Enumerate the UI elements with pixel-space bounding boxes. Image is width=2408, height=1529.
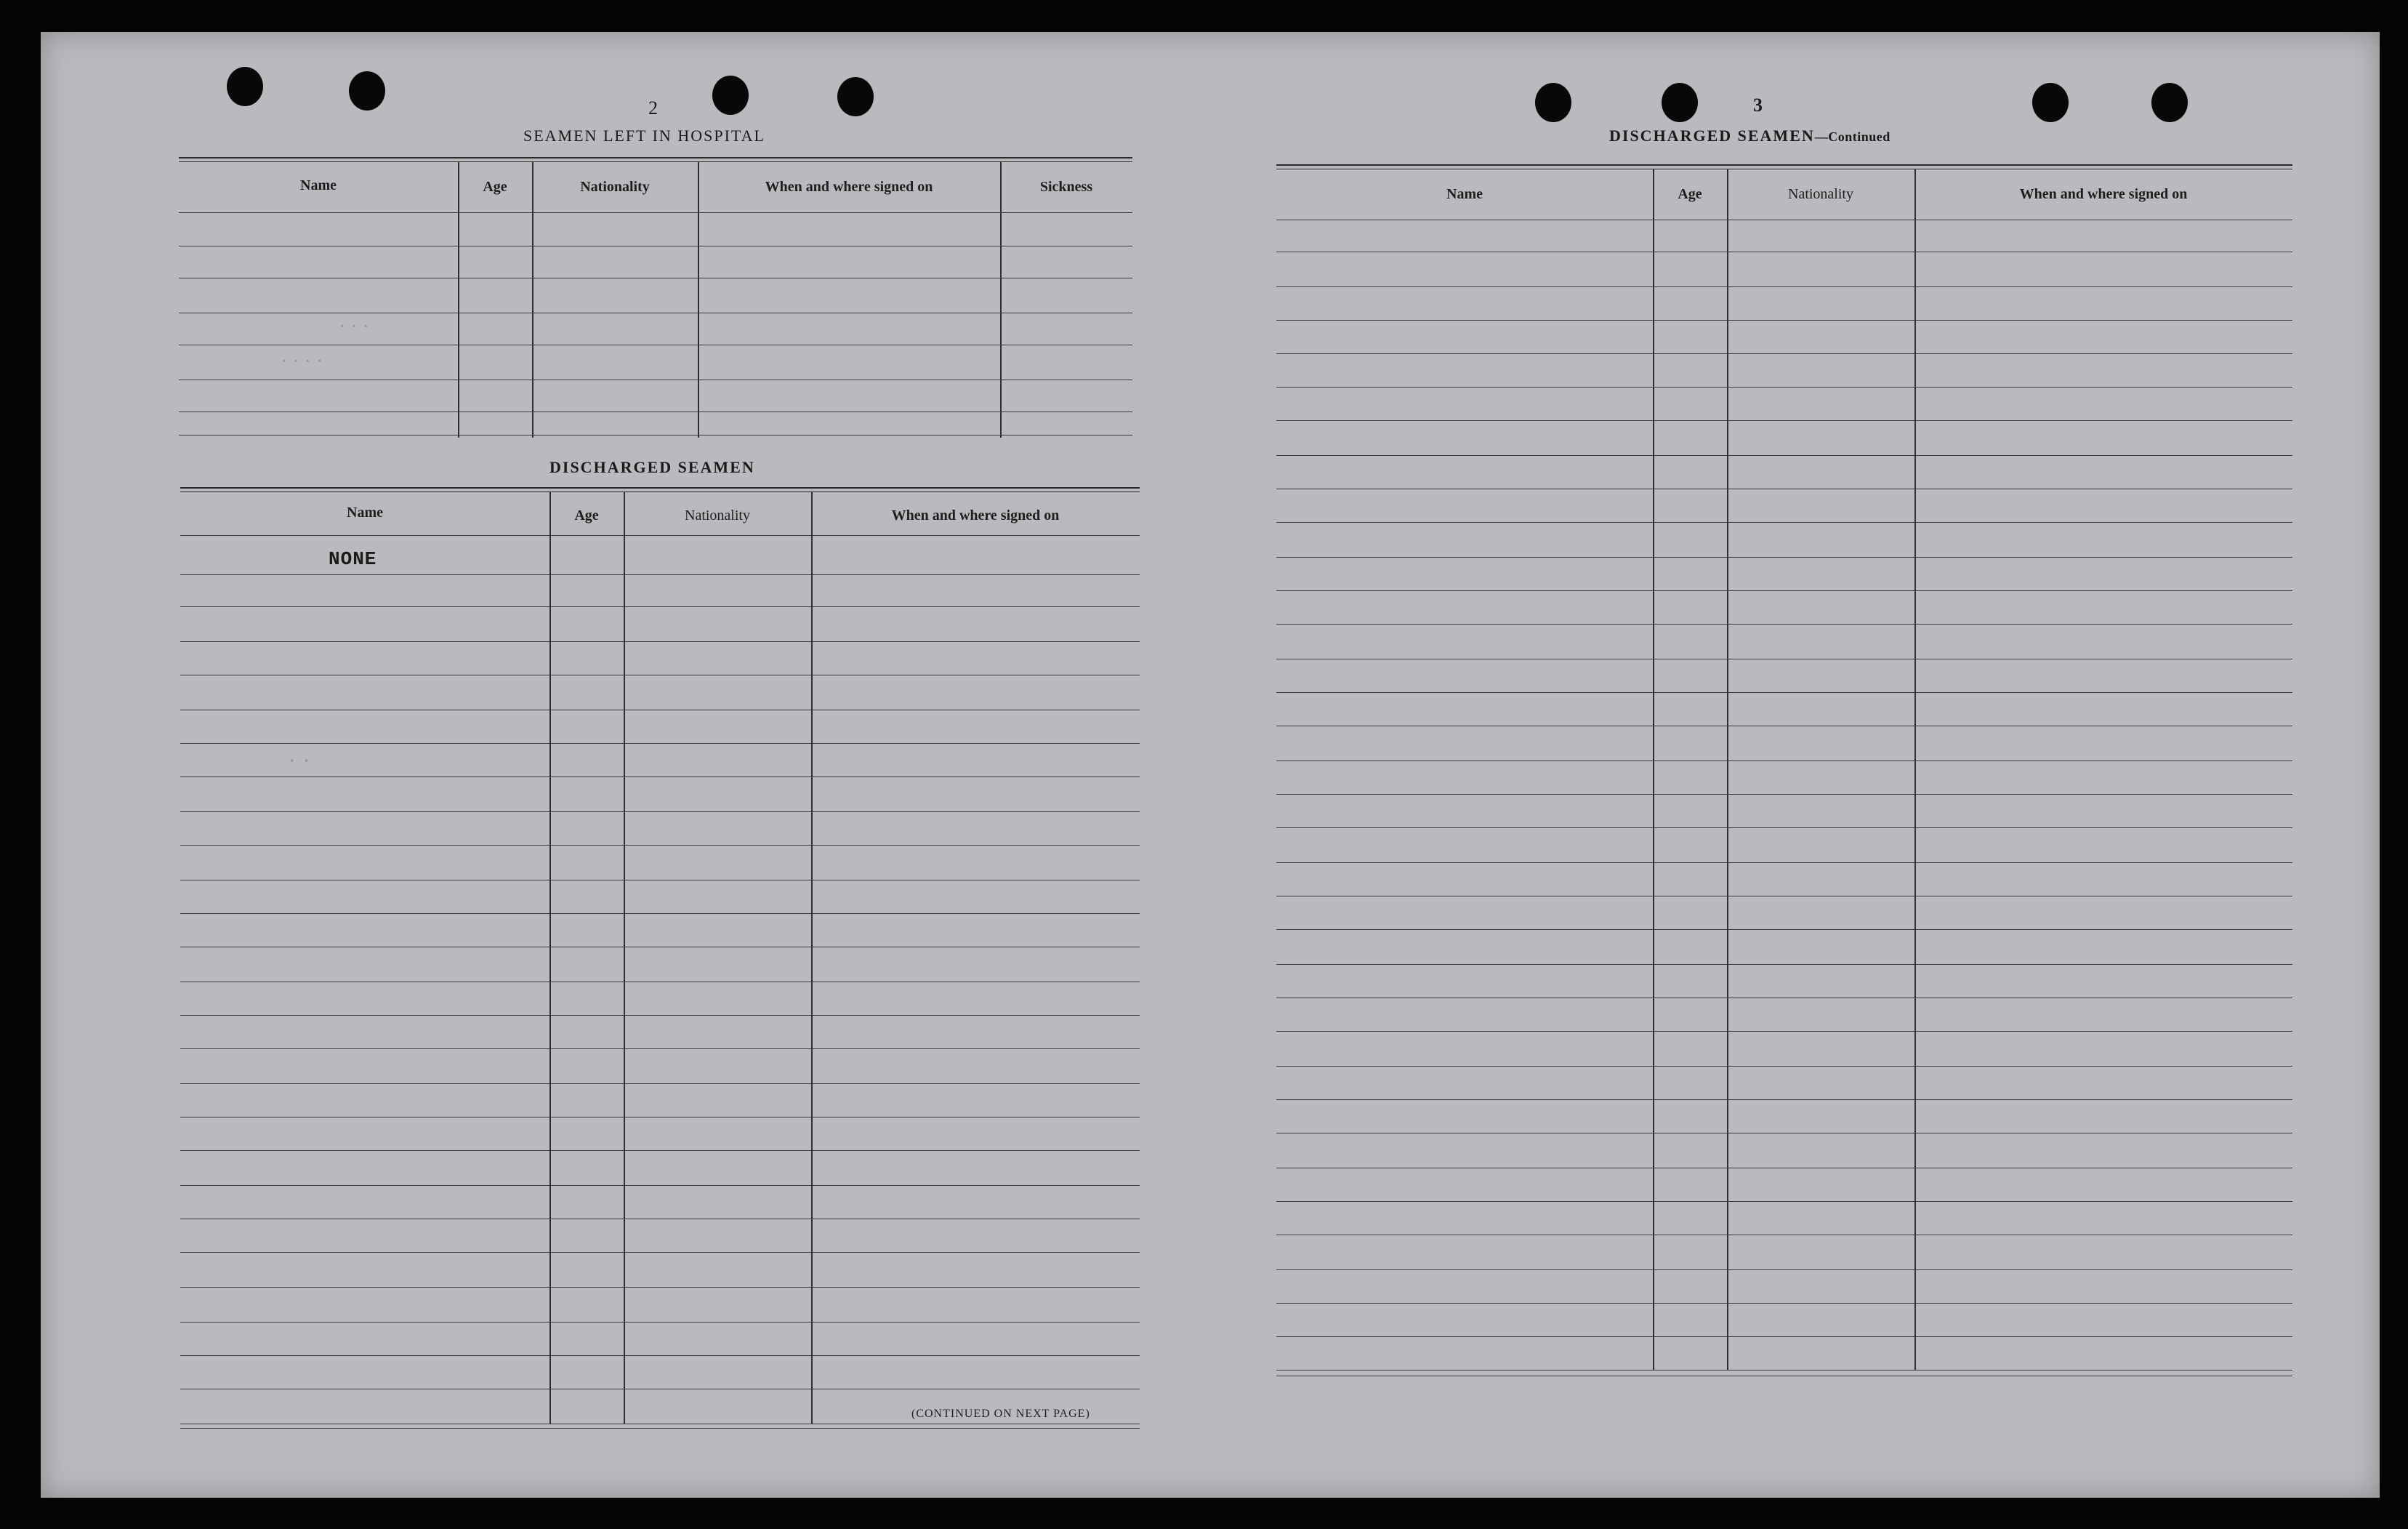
discharged-continued-title bbox=[1609, 127, 1890, 145]
discharged-col-name: Name bbox=[347, 505, 383, 521]
discharged-col-nationality: Nationality bbox=[685, 507, 750, 523]
page-number-left: 2 bbox=[648, 97, 658, 119]
continued-col-nationality: Nationality bbox=[1788, 186, 1853, 202]
continued-col-age: Age bbox=[1678, 186, 1702, 202]
punch-hole bbox=[227, 67, 263, 106]
continued-title-main: DISCHARGED SEAMEN bbox=[1609, 127, 1815, 145]
bleed-through-mark: · · · · bbox=[281, 350, 323, 373]
discharged-section-title bbox=[549, 458, 755, 477]
punch-hole bbox=[1535, 83, 1571, 122]
discharged-continued-table bbox=[1276, 164, 2292, 1400]
bleed-through-mark: · · · bbox=[339, 316, 369, 338]
punch-hole bbox=[349, 71, 385, 111]
discharged-col-age: Age bbox=[574, 507, 599, 523]
hospital-col-age: Age bbox=[483, 179, 507, 195]
punch-hole bbox=[712, 76, 749, 115]
punch-hole bbox=[2151, 83, 2188, 122]
punch-hole bbox=[837, 77, 874, 116]
discharged-col-signed-on: When and where signed on bbox=[891, 507, 1060, 523]
continued-col-signed-on: When and where signed on bbox=[2019, 186, 2188, 202]
punch-hole bbox=[2032, 83, 2069, 122]
hospital-section-title: SEAMEN LEFT IN HOSPITAL bbox=[523, 127, 765, 145]
discharged-entry-name: NONE bbox=[329, 548, 377, 570]
continued-note: (CONTINUED ON NEXT PAGE) bbox=[911, 1408, 1090, 1420]
hospital-col-signed-on: When and where signed on bbox=[765, 179, 933, 195]
continued-col-name: Name bbox=[1446, 186, 1483, 202]
document-sheet bbox=[41, 32, 2380, 1498]
hospital-col-sickness: Sickness bbox=[1039, 179, 1093, 195]
discharged-table bbox=[180, 487, 1140, 1432]
discharged-title-text: DISCHARGED SEAMEN bbox=[549, 458, 755, 476]
hospital-col-name: Name bbox=[300, 177, 337, 193]
hospital-col-nationality: Nationality bbox=[580, 179, 650, 195]
continued-title-suffix: —Continued bbox=[1814, 129, 1890, 144]
page-number-right: 3 bbox=[1753, 95, 1763, 116]
bleed-through-mark: · · bbox=[288, 747, 311, 774]
hospital-table bbox=[179, 157, 1132, 474]
punch-hole bbox=[1662, 83, 1698, 122]
